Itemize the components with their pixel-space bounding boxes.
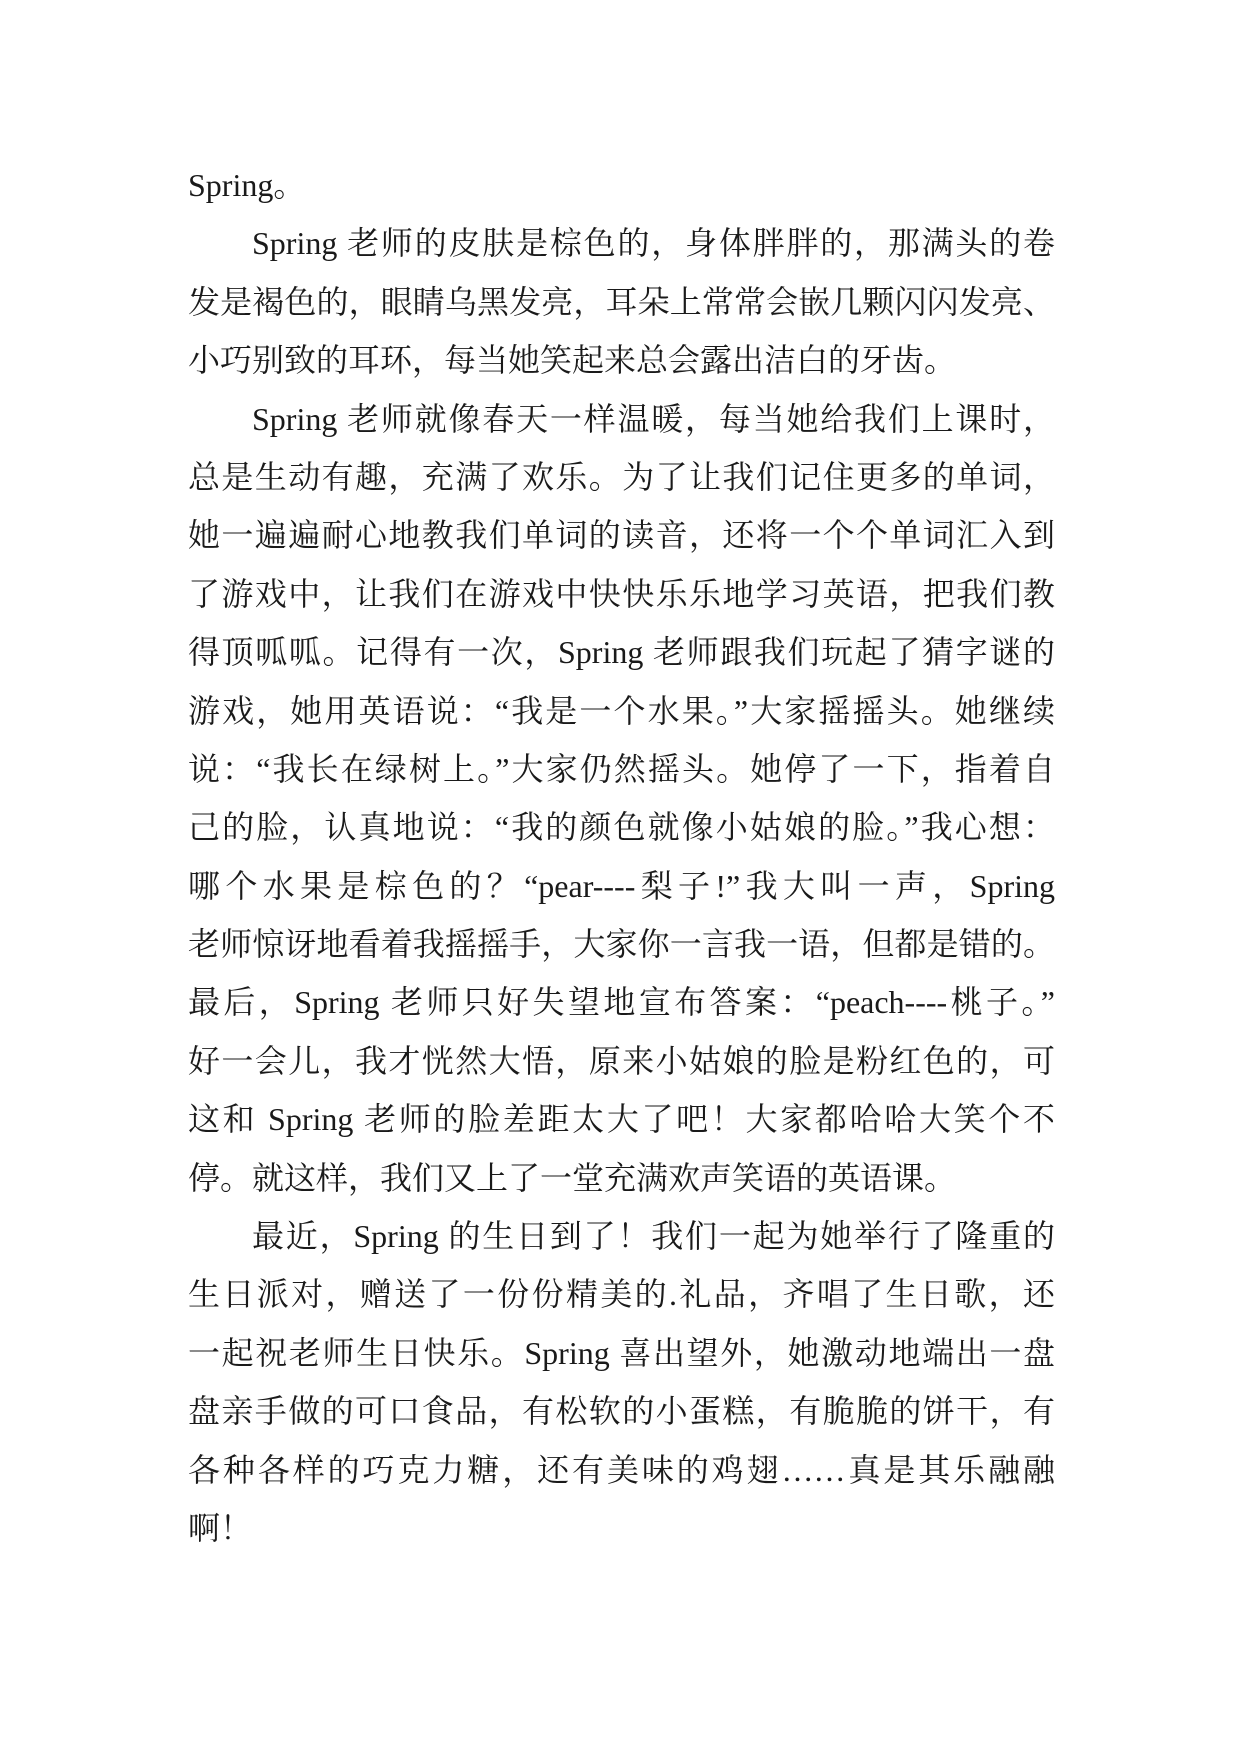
text-line: 哪个水果是棕色的？“pear----梨子!”我大叫一声，Spring — [188, 867, 1055, 904]
text-line: 最近，Spring 的生日到了！我们一起为她举行了隆重的 — [252, 1218, 1055, 1255]
text-line: 各种各样的巧克力糖，还有美味的鸡翅……真是其乐融融 — [188, 1451, 1055, 1488]
text-line: 这和 Spring 老师的脸差距太大了吧！大家都哈哈大笑个不 — [188, 1101, 1055, 1138]
text-line: 发是褐色的，眼睛乌黑发亮，耳朵上常常会嵌几颗闪闪发亮、 — [188, 283, 1055, 320]
text-line: 一起祝老师生日快乐。Spring 喜出望外，她激动地端出一盘 — [188, 1334, 1055, 1371]
text-line: 生日派对，赠送了一份份精美的.礼品，齐唱了生日歌，还 — [188, 1276, 1055, 1313]
text-line: Spring 老师就像春天一样温暖，每当她给我们上课时， — [252, 400, 1055, 437]
paragraph — [188, 390, 1055, 1207]
text-line: 最后，Spring 老师只好失望地宣布答案：“peach----桃子。” — [188, 984, 1055, 1021]
text-line: 小巧别致的耳环，每当她笑起来总会露出洁白的牙齿。 — [188, 342, 957, 379]
text-line: 停。就这样，我们又上了一堂充满欢声笑语的英语课。 — [188, 1159, 957, 1196]
document-body — [188, 156, 1055, 1557]
paragraph — [188, 214, 1055, 389]
text-line: 好一会儿，我才恍然大悟，原来小姑娘的脸是粉红色的，可 — [188, 1042, 1055, 1079]
text-line: 得顶呱呱。记得有一次，Spring 老师跟我们玩起了猜字谜的 — [188, 634, 1055, 671]
paragraph — [188, 156, 1055, 214]
text-line: 了游戏中，让我们在游戏中快快乐乐地学习英语，把我们教 — [188, 575, 1055, 612]
text-line: 游戏，她用英语说：“我是一个水果。”大家摇摇头。她继续 — [188, 692, 1055, 729]
text-line: 她一遍遍耐心地教我们单词的读音，还将一个个单词汇入到 — [188, 517, 1055, 554]
text-line: 己的脸，认真地说：“我的颜色就像小姑娘的脸。”我心想： — [188, 809, 1055, 846]
text-line: 老师惊讶地看着我摇摇手，大家你一言我一语，但都是错的。 — [188, 926, 1055, 963]
paragraph — [188, 1207, 1055, 1557]
text-line: 啊！ — [188, 1509, 253, 1546]
text-line: Spring 老师的皮肤是棕色的，身体胖胖的，那满头的卷 — [252, 225, 1055, 262]
text-line: 盘亲手做的可口食品，有松软的小蛋糕，有脆脆的饼干，有 — [188, 1393, 1055, 1430]
text-line: Spring。 — [188, 167, 306, 203]
text-line: 总是生动有趣，充满了欢乐。为了让我们记住更多的单词， — [188, 458, 1055, 495]
text-line: 说：“我长在绿树上。”大家仍然摇头。她停了一下，指着自 — [188, 750, 1055, 787]
